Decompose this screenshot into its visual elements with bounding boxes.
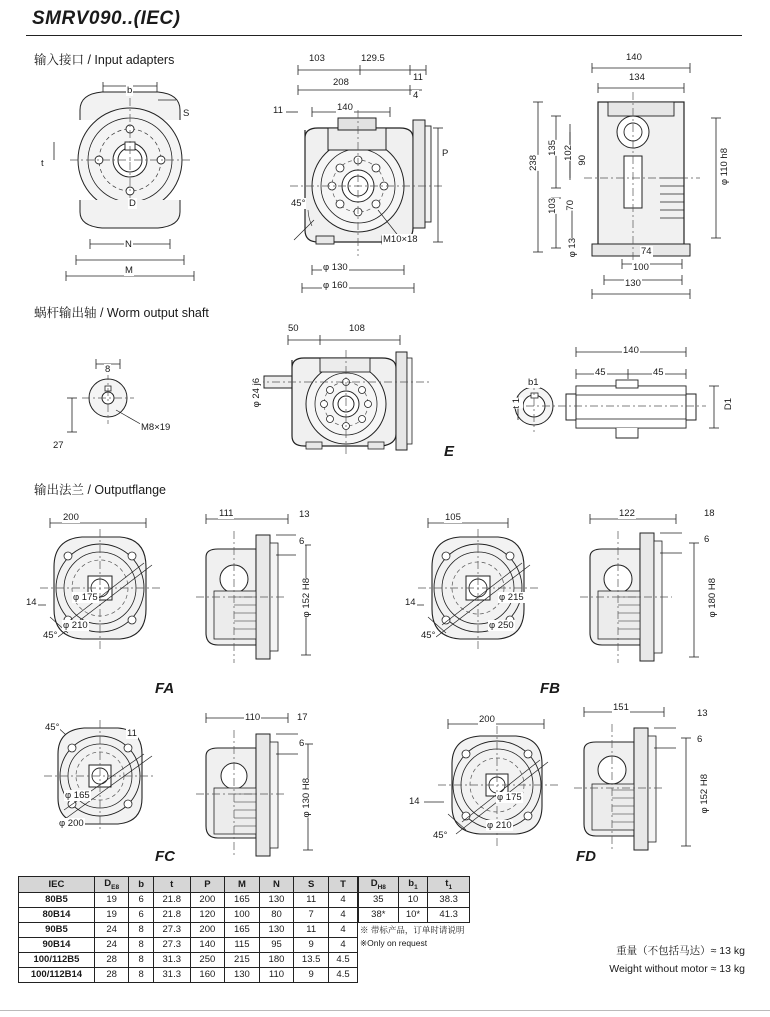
cell-b: 6 bbox=[129, 892, 154, 907]
fa-dim-14: 14 bbox=[26, 597, 37, 608]
fc-angle-45: 45° bbox=[45, 722, 60, 733]
cell-n: 110 bbox=[259, 967, 294, 982]
dim-130-side: 130 bbox=[625, 278, 641, 289]
table-row bbox=[19, 892, 358, 907]
fd-dim-151: 151 bbox=[613, 702, 629, 713]
cell-m: 215 bbox=[225, 952, 260, 967]
table-row bbox=[19, 967, 358, 982]
dim-45-b: 45 bbox=[653, 367, 664, 378]
cell-d1: 38* bbox=[359, 907, 399, 922]
th-d1-text: D bbox=[370, 878, 378, 889]
cell-t2: 4.5 bbox=[329, 952, 358, 967]
dim-8: 8 bbox=[105, 364, 111, 375]
cell-t1: 38.3 bbox=[428, 892, 470, 907]
th-b: b bbox=[129, 877, 154, 893]
cell-d: 24 bbox=[94, 922, 128, 937]
dim-11-b: 11 bbox=[273, 105, 283, 116]
dim-angle-45: 45° bbox=[291, 198, 306, 209]
variant-code-FA: FA bbox=[155, 680, 175, 697]
cell-iec: 80B5 bbox=[19, 892, 95, 907]
dim-45-a: 45 bbox=[595, 367, 606, 378]
dim-N: N bbox=[125, 239, 132, 250]
dim-D1: D1 bbox=[723, 398, 734, 411]
cell-iec: 100/112B5 bbox=[19, 952, 95, 967]
cell-t: 21.8 bbox=[153, 892, 190, 907]
fb-dim-phi180h8: φ 180 H8 bbox=[707, 578, 718, 618]
page-title: SMRV090..(IEC) bbox=[32, 8, 181, 29]
table-row bbox=[19, 922, 358, 937]
cell-d1: 35 bbox=[359, 892, 399, 907]
section-worm-output-shaft: 蜗杆输出轴 / Worm output shaft bbox=[34, 306, 209, 320]
title-rule bbox=[26, 35, 742, 36]
cell-t: 31.3 bbox=[153, 952, 190, 967]
dim-140-side: 140 bbox=[626, 52, 642, 63]
dim-70: 70 bbox=[565, 200, 576, 211]
fc-dim-phi130h8: φ 130 H8 bbox=[301, 778, 312, 818]
table-header-row bbox=[19, 877, 358, 893]
cell-d: 19 bbox=[94, 907, 128, 922]
fd-dim-200: 200 bbox=[479, 714, 495, 725]
cell-t: 21.8 bbox=[153, 907, 190, 922]
cell-t2: 4 bbox=[329, 907, 358, 922]
dim-103-side: 103 bbox=[547, 198, 558, 214]
th-b1-sub: 1 bbox=[414, 883, 418, 891]
cell-t2: 4 bbox=[329, 937, 358, 952]
fc-dim-11: 11 bbox=[127, 728, 137, 739]
dim-100: 100 bbox=[633, 262, 649, 273]
cell-b1: 10* bbox=[398, 907, 428, 922]
cell-n: 130 bbox=[259, 892, 294, 907]
table-row bbox=[19, 952, 358, 967]
dim-50: 50 bbox=[288, 323, 299, 334]
dim-108: 108 bbox=[349, 323, 365, 334]
dim-102: 102 bbox=[563, 145, 574, 161]
weight-note-cn: 重量（不包括马达）≈ 13 kg bbox=[616, 945, 745, 957]
cell-t2: 4 bbox=[329, 892, 358, 907]
dim-4: 4 bbox=[413, 90, 419, 101]
cell-iec: 90B5 bbox=[19, 922, 95, 937]
fd-dim-6: 6 bbox=[697, 734, 703, 745]
dim-s: S bbox=[183, 108, 190, 119]
footer-rule bbox=[0, 1010, 770, 1011]
dim-M: M bbox=[125, 265, 133, 276]
cell-b: 6 bbox=[129, 907, 154, 922]
cell-p: 200 bbox=[190, 922, 225, 937]
fa-dim-phi152h8: φ 152 H8 bbox=[301, 578, 312, 618]
cell-t1: 41.3 bbox=[428, 907, 470, 922]
th-b1-text: b bbox=[408, 878, 415, 889]
cell-iec: 80B14 bbox=[19, 907, 95, 922]
cell-iec: 100/112B14 bbox=[19, 967, 95, 982]
cell-d: 28 bbox=[94, 967, 128, 982]
table-row bbox=[19, 907, 358, 922]
th-t1-text: t bbox=[445, 878, 449, 889]
fc-dim-phi165: φ 165 bbox=[65, 790, 90, 801]
fc-dim-6: 6 bbox=[299, 738, 305, 749]
cell-t2: 4.5 bbox=[329, 967, 358, 982]
cell-m: 165 bbox=[225, 892, 260, 907]
cell-n: 130 bbox=[259, 922, 294, 937]
table-note-en: ※Only on request bbox=[360, 938, 428, 948]
cell-b: 8 bbox=[129, 922, 154, 937]
cell-p: 160 bbox=[190, 967, 225, 982]
dim-t1: t 1 bbox=[511, 398, 522, 409]
section-output-flange: 输出法兰 / Outputflange bbox=[34, 483, 167, 497]
th-s: S bbox=[294, 877, 329, 893]
cell-p: 200 bbox=[190, 892, 225, 907]
dim-phi130: φ 130 bbox=[323, 262, 348, 273]
dim-140: 140 bbox=[337, 102, 353, 113]
th-d1 bbox=[359, 877, 399, 893]
dim-t: t bbox=[41, 158, 44, 169]
cell-m: 115 bbox=[225, 937, 260, 952]
cell-s: 7 bbox=[294, 907, 329, 922]
section-input-adapters: 输入接口 / Input adapters bbox=[34, 53, 175, 67]
cell-b: 8 bbox=[129, 967, 154, 982]
fb-dim-6: 6 bbox=[704, 534, 710, 545]
dim-238: 238 bbox=[528, 155, 539, 171]
table-row bbox=[19, 937, 358, 952]
table-row bbox=[359, 907, 470, 922]
table-header-row bbox=[359, 877, 470, 893]
fd-dim-14: 14 bbox=[409, 796, 420, 807]
fb-dim-18: 18 bbox=[704, 508, 715, 519]
weight-note-en: Weight without motor ≈ 13 kg bbox=[609, 963, 745, 975]
th-t1-sub: 1 bbox=[448, 883, 453, 891]
fd-dim-phi152h8: φ 152 H8 bbox=[699, 774, 710, 814]
table-row bbox=[359, 892, 470, 907]
fd-angle-45: 45° bbox=[433, 830, 448, 841]
dim-135: 135 bbox=[547, 140, 558, 156]
cell-d: 24 bbox=[94, 937, 128, 952]
fa-angle-45: 45° bbox=[43, 630, 58, 641]
cell-d: 19 bbox=[94, 892, 128, 907]
fb-angle-45: 45° bbox=[421, 630, 436, 641]
dim-134: 134 bbox=[629, 72, 645, 83]
th-m: M bbox=[225, 877, 260, 893]
dim-90: 90 bbox=[577, 155, 588, 166]
cell-s: 13.5 bbox=[294, 952, 329, 967]
fc-dim-110: 110 bbox=[245, 712, 261, 723]
dim-phi160: φ 160 bbox=[323, 280, 348, 291]
cell-t2: 4 bbox=[329, 922, 358, 937]
fb-dim-14: 14 bbox=[405, 597, 416, 608]
dim-m10x18: M10×18 bbox=[383, 234, 418, 245]
cell-m: 100 bbox=[225, 907, 260, 922]
dim-11-a: 11 bbox=[413, 72, 423, 83]
fa-dim-111: 111 bbox=[219, 508, 234, 519]
dim-m8x19: M8×19 bbox=[141, 422, 171, 433]
dim-phi13: φ 13 bbox=[567, 238, 578, 258]
th-t1 bbox=[428, 877, 470, 893]
fa-dim-200: 200 bbox=[63, 512, 79, 523]
variant-code-FC: FC bbox=[155, 848, 175, 865]
spec-table-main bbox=[18, 876, 358, 983]
cell-t: 27.3 bbox=[153, 937, 190, 952]
cell-d: 28 bbox=[94, 952, 128, 967]
cell-t: 31.3 bbox=[153, 967, 190, 982]
dim-b1: b1 bbox=[528, 377, 539, 388]
variant-code-FD: FD bbox=[576, 848, 596, 865]
th-t: t bbox=[153, 877, 190, 893]
fb-dim-phi215: φ 215 bbox=[499, 592, 524, 603]
fd-dim-phi210: φ 210 bbox=[487, 820, 512, 831]
dim-74: 74 bbox=[641, 246, 652, 257]
fb-dim-phi250: φ 250 bbox=[489, 620, 514, 631]
spec-table-shaft bbox=[358, 876, 470, 923]
cell-n: 180 bbox=[259, 952, 294, 967]
cell-b1: 10 bbox=[398, 892, 428, 907]
fb-dim-122: 122 bbox=[619, 508, 635, 519]
fa-dim-phi175: φ 175 bbox=[73, 592, 98, 603]
dim-129-5: 129.5 bbox=[361, 53, 385, 64]
dim-103: 103 bbox=[309, 53, 325, 64]
dim-phi24j6: φ 24 j6 bbox=[251, 378, 262, 408]
variant-code-E: E bbox=[444, 443, 455, 460]
dim-b: b bbox=[127, 85, 133, 96]
cell-p: 120 bbox=[190, 907, 225, 922]
cell-s: 9 bbox=[294, 937, 329, 952]
dim-phi110h8: φ 110 h8 bbox=[719, 148, 730, 186]
cell-s: 11 bbox=[294, 922, 329, 937]
cell-b: 8 bbox=[129, 952, 154, 967]
cell-m: 165 bbox=[225, 922, 260, 937]
cell-iec: 90B14 bbox=[19, 937, 95, 952]
cell-n: 80 bbox=[259, 907, 294, 922]
dim-140-worm: 140 bbox=[623, 345, 639, 356]
fd-dim-phi175: φ 175 bbox=[497, 792, 522, 803]
cell-p: 140 bbox=[190, 937, 225, 952]
dim-D: D bbox=[129, 198, 136, 209]
dim-P: P bbox=[442, 148, 449, 159]
fc-dim-phi200: φ 200 bbox=[59, 818, 84, 829]
fb-dim-105: 105 bbox=[445, 512, 461, 523]
th-b1 bbox=[398, 877, 428, 893]
fa-dim-phi210: φ 210 bbox=[63, 620, 88, 631]
cell-p: 250 bbox=[190, 952, 225, 967]
th-d bbox=[94, 877, 128, 893]
dim-208: 208 bbox=[333, 77, 349, 88]
th-iec: IEC bbox=[19, 877, 95, 893]
cell-s: 11 bbox=[294, 892, 329, 907]
fa-dim-13: 13 bbox=[299, 509, 310, 520]
table-note-cn: ※ 带标产品，订单时请说明 bbox=[360, 925, 465, 935]
cell-m: 130 bbox=[225, 967, 260, 982]
variant-code-FB: FB bbox=[540, 680, 560, 697]
th-p: P bbox=[190, 877, 225, 893]
cell-t: 27.3 bbox=[153, 922, 190, 937]
fc-dim-17: 17 bbox=[297, 712, 308, 723]
th-d-text: D bbox=[104, 878, 112, 889]
cell-b: 8 bbox=[129, 937, 154, 952]
fd-dim-13: 13 bbox=[697, 708, 708, 719]
cell-n: 95 bbox=[259, 937, 294, 952]
cell-s: 9 bbox=[294, 967, 329, 982]
fa-dim-6: 6 bbox=[299, 536, 305, 547]
th-t2: T bbox=[329, 877, 358, 893]
th-d1-sub: H8 bbox=[377, 883, 386, 891]
th-n: N bbox=[259, 877, 294, 893]
th-d-sub: E8 bbox=[111, 883, 120, 891]
dim-27: 27 bbox=[53, 440, 64, 451]
